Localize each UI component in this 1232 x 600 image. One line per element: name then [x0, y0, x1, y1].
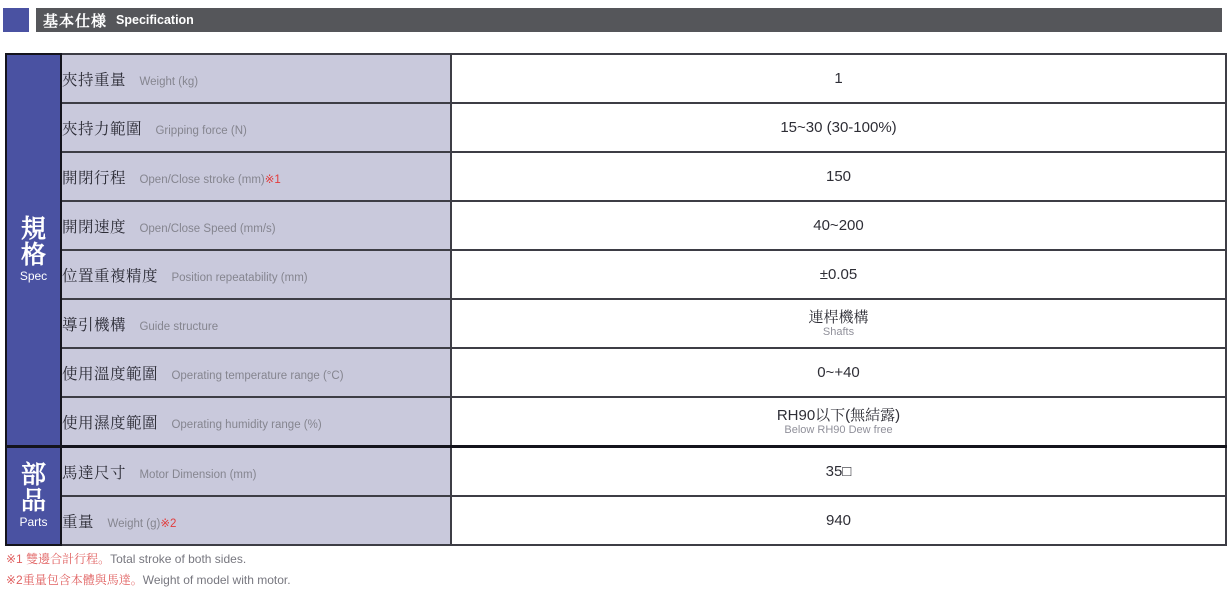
spec-value-cell — [451, 103, 1226, 152]
spec-label-cell — [61, 201, 451, 250]
spec-value-cell — [451, 152, 1226, 201]
spec-table — [5, 53, 1227, 546]
footnote-en: Weight of model with motor. — [142, 573, 291, 587]
spec-value: 連桿機構 — [808, 308, 869, 326]
row-group-spec — [6, 54, 61, 447]
spec-value: 1 — [834, 69, 843, 87]
spec-value-cell — [451, 201, 1226, 250]
spec-value: 15~30 (30-100%) — [780, 118, 897, 136]
spec-value: 150 — [825, 167, 852, 185]
spec-label-cjk: 馬達尺寸 — [62, 464, 127, 482]
spec-value-cell — [451, 250, 1226, 299]
accent-square-icon — [3, 8, 29, 32]
spec-label-cjk: 重量 — [62, 513, 95, 531]
footnote-en: Total stroke of both sides. — [110, 552, 247, 566]
spec-label-cjk: 導引機構 — [62, 316, 127, 334]
spec-value: RH90以下(無結露) — [776, 406, 901, 424]
spec-label-cjk: 開閉行程 — [62, 169, 127, 187]
footnote-ref: ※1 — [264, 173, 281, 186]
spec-value-cell — [451, 299, 1226, 348]
spec-value-cell — [451, 348, 1226, 397]
section-header — [3, 8, 1222, 32]
spec-label-cell — [61, 103, 451, 152]
table-row — [6, 447, 1226, 497]
spec-value: 0~+40 — [817, 363, 860, 381]
spec-label-cjk: 位置重複精度 — [62, 267, 159, 285]
spec-label-en: Position repeatability (mm) — [171, 271, 308, 284]
table-row — [6, 103, 1226, 152]
table-row — [6, 496, 1226, 545]
spec-label-cell — [61, 54, 451, 103]
spec-label-cell — [61, 299, 451, 348]
spec-value-cell — [451, 447, 1226, 497]
group-label-cjk: 部品 — [20, 461, 46, 515]
spec-label-cjk: 開閉速度 — [62, 218, 127, 236]
table-row — [6, 54, 1226, 103]
spec-label-en: Operating temperature range (°C) — [171, 369, 344, 382]
footnote-cjk: ※1 雙邊合計行程。 — [6, 552, 111, 566]
section-header-bar — [36, 8, 1222, 32]
table-row — [6, 250, 1226, 299]
spec-label-cell — [61, 447, 451, 497]
group-label-en: Parts — [19, 515, 48, 529]
group-label-en: Spec — [19, 269, 48, 283]
spec-value-cell — [451, 54, 1226, 103]
spec-label-en: Weight (g) — [107, 517, 161, 530]
group-label-cjk: 規格 — [20, 215, 46, 269]
spec-value-cell — [451, 397, 1226, 447]
spec-value-sub: Shafts — [822, 326, 855, 339]
footnote-line — [6, 570, 291, 591]
spec-label-cjk: 使用溫度範圍 — [62, 365, 159, 383]
spec-label-en: Gripping force (N) — [155, 124, 247, 137]
section-title-cjk: 基本仕様 — [43, 12, 108, 30]
spec-value: ±0.05 — [819, 265, 858, 283]
table-row — [6, 299, 1226, 348]
spec-value-sub: Below RH90 Dew free — [784, 424, 893, 437]
footnote-line — [6, 549, 291, 570]
spec-value: 940 — [825, 511, 852, 529]
footnotes — [6, 549, 291, 591]
spec-label-cell — [61, 496, 451, 545]
spec-label-cjk: 夾持重量 — [62, 71, 127, 89]
footnote-ref: ※2 — [160, 517, 177, 530]
spec-value: 35□ — [825, 462, 852, 480]
table-row — [6, 348, 1226, 397]
spec-label-cjk: 使用濕度範圍 — [62, 414, 159, 432]
spec-label-en: Weight (kg) — [139, 75, 199, 88]
spec-label-en: Open/Close Speed (mm/s) — [139, 222, 276, 235]
spec-value: 40~200 — [813, 216, 864, 234]
spec-label-en: Guide structure — [139, 320, 219, 333]
table-row — [6, 201, 1226, 250]
spec-label-en: Motor Dimension (mm) — [139, 468, 257, 481]
spec-label-cell — [61, 348, 451, 397]
table-row — [6, 397, 1226, 447]
header-gap — [29, 8, 36, 32]
spec-label-cell — [61, 250, 451, 299]
spec-label-cell — [61, 152, 451, 201]
spec-label-cjk: 夾持力範圍 — [62, 120, 143, 138]
spec-label-cell — [61, 397, 451, 447]
footnote-cjk: ※2重量包含本體與馬達。 — [6, 573, 143, 587]
spec-label-en: Open/Close stroke (mm) — [139, 173, 265, 186]
row-group-parts — [6, 447, 61, 546]
spec-value-cell — [451, 496, 1226, 545]
table-row — [6, 152, 1226, 201]
section-title-en: Specification — [116, 13, 194, 27]
spec-label-en: Operating humidity range (%) — [171, 418, 322, 431]
